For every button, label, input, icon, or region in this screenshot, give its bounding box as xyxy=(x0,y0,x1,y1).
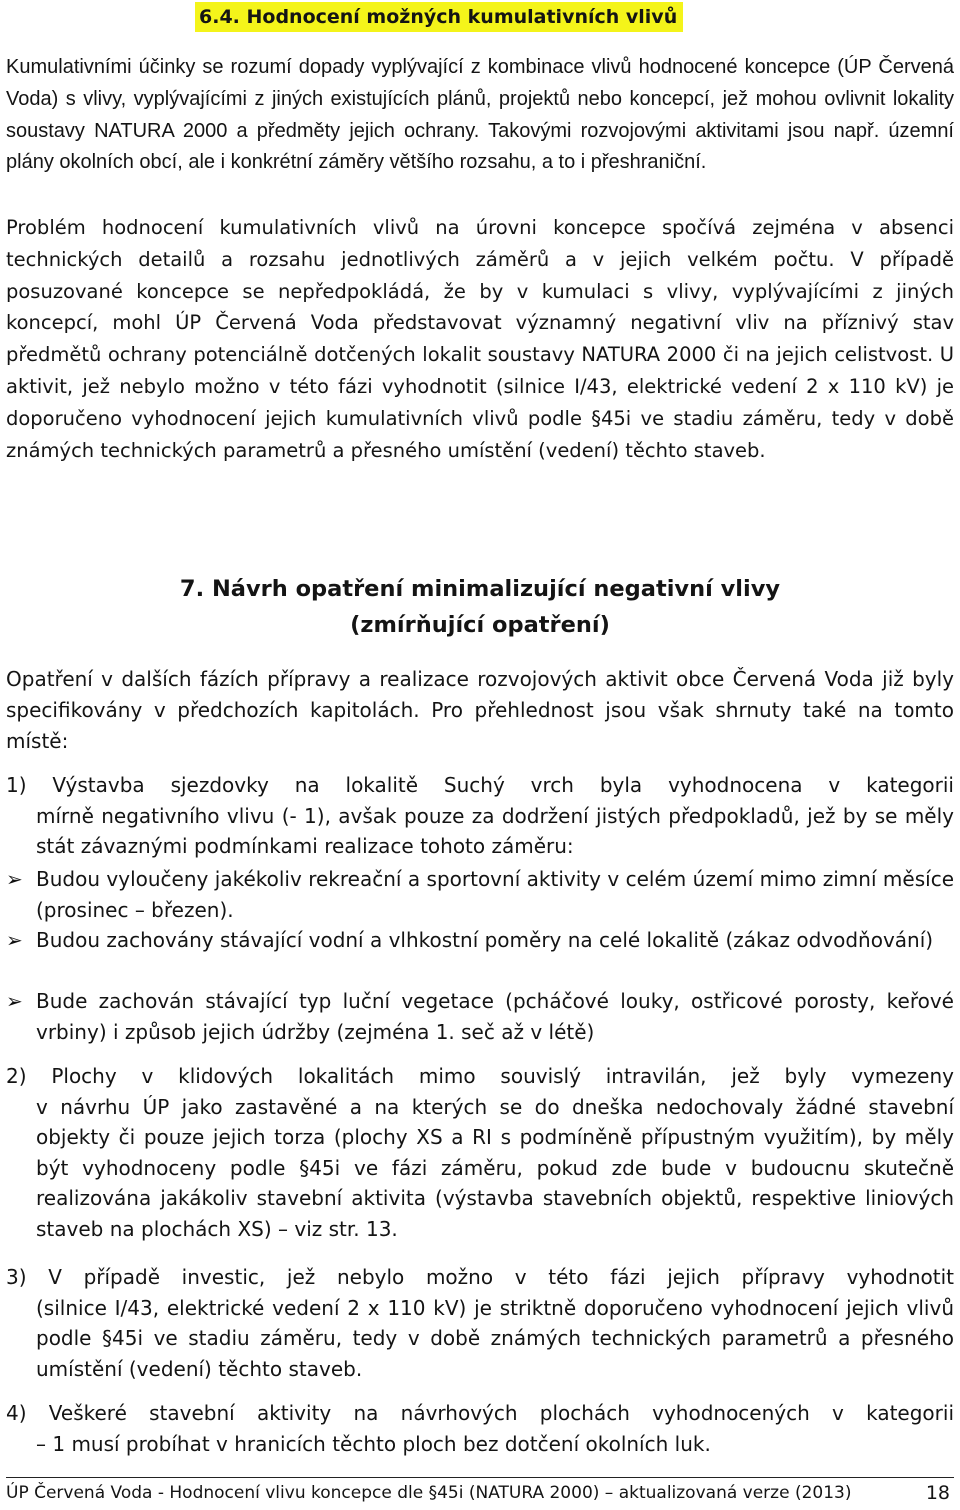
arrow-bullet-icon: ➢ xyxy=(6,989,23,1013)
bullet-text: Bude zachován stávající typ luční vegetace (pcháčové louky, ostřicové porosty, keřové vrbiny) i způsob jejich údržby (zejména 1. seč až v létě) xyxy=(36,989,954,1044)
chapter-heading: 7. Návrh opatření minimalizující negativní vlivy xyxy=(179,576,781,602)
list-item-text: (silnice I/43, elektrické vedení 2 x 110 kV) je striktně doporučeno vyhodnocení jejich vlivů podle §45i ve stadiu záměru, tedy v době známých technických parametrů a přesného umístění (vedení) těchto staveb. xyxy=(36,1295,954,1381)
footer-divider xyxy=(6,1477,954,1478)
list-item xyxy=(6,1262,954,1384)
arrow-bullet-icon: ➢ xyxy=(6,867,23,891)
footer-text: ÚP Červená Voda - Hodnocení vlivu koncepce dle §45i (NATURA 2000) – aktualizovaná verze (2013) xyxy=(6,1483,852,1503)
problem-paragraph: Problém hodnocení kumulativních vlivů na úrovni koncepce spočívá zejména v absenci technických detailů a rozsahu jednotlivých záměrů a v jejich velkém počtu. V případě posuzované koncepce se nepředpokládá, že by v kumulaci s vlivy, vyplývajícími z jiných koncepcí, mohl ÚP Červená Voda představovat významný negativní vliv na příznivý stav předmětů ochrany potenciálně dotčených lokalit soustavy NATURA 2000 či na jejich celistvost. U aktivit, jež nebylo možno v této fázi vyhodnotit (silnice I/43, elektrické vedení 2 x 110 kV) je doporučeno vyhodnocení jejich kumulativních vlivů podle §45i ve stadiu záměru, tedy v době známých technických parametrů a přesného umístění (vedení) těchto staveb. xyxy=(6,216,954,462)
list-item-first-line: 3) V případě investic, jež nebylo možno v této fázi jejich přípravy vyhodnotit xyxy=(6,1265,954,1289)
list-item-first-line: 1) Výstavba sjezdovky na lokalitě Suchý vrch byla vyhodnocena v kategorii xyxy=(6,773,954,797)
list-item-first-line: 2) Plochy v klidových lokalitách mimo souvislý intravilán, jež byly vymezeny xyxy=(6,1064,954,1088)
list-item-first-line: 4) Veškeré stavební aktivity na návrhových plochách vyhodnocených v kategorii xyxy=(6,1401,954,1425)
page-number: 18 xyxy=(925,1482,950,1504)
bullet-item xyxy=(6,864,954,925)
list-item-text: – 1 musí probíhat v hranicích těchto ploch bez dotčení okolních luk. xyxy=(36,1431,711,1456)
bullet-text: Budou vyloučeny jakékoliv rekreační a sportovní aktivity v celém území mimo zimní měsíce (prosinec – březen). xyxy=(36,867,954,922)
list-item xyxy=(6,1061,954,1245)
intro-paragraph: Kumulativními účinky se rozumí dopady vyplývající z kombinace vlivů hodnocené koncepce (ÚP Červená Voda) s vlivy, vyplývajícími z jiných existujících plánů, projektů nebo koncepcí, jež mohou ovlivnit lokality soustavy NATURA 2000 a předměty jejich ochrany. Takovými rozvojovými aktivitami jsou např. územní plány okolních obcí, ale i konkrétní záměry většího rozsahu, a to i přeshraniční. xyxy=(6,56,954,174)
bullet-text: Budou zachovány stávající vodní a vlhkostní poměry na celé lokalitě (zákaz odvodňování) xyxy=(36,928,934,952)
bullet-item xyxy=(6,925,954,956)
arrow-bullet-icon: ➢ xyxy=(6,928,23,952)
list-item xyxy=(6,770,954,862)
chapter-subheading: (zmírňující opatření) xyxy=(350,612,610,638)
list-item-text: mírně negativního vlivu (- 1), avšak pouze za dodržení jistých předpokladů, jež by se měly stát závaznými podmínkami realizace tohoto záměru: xyxy=(36,803,954,859)
list-item-text: v návrhu ÚP jako zastavěné a na kterých se do dneška nedochovaly žádné stavební objekty či pouze jejich torza (plochy XS a RI s podmíněně přípustným využitím), by měly být vyhodnoceny podle §45i ve fázi záměru, pokud zde bude v budoucnu skutečně realizována jakákoliv stavební aktivita (výstavba stavebních objektů, respektive liniových staveb na plochách XS) – viz str. 13. xyxy=(36,1094,954,1241)
chapter-intro-paragraph: Opatření v dalších fázích přípravy a realizace rozvojových aktivit obce Červená Voda již byly specifikovány v předchozích kapitolách. Pro přehlednost jsou však shrnuty také na tomto místě: xyxy=(6,667,954,753)
section-heading: 6.4. Hodnocení možných kumulativních vlivů xyxy=(195,2,683,32)
list-item xyxy=(6,1398,954,1459)
bullet-item xyxy=(6,986,954,1047)
